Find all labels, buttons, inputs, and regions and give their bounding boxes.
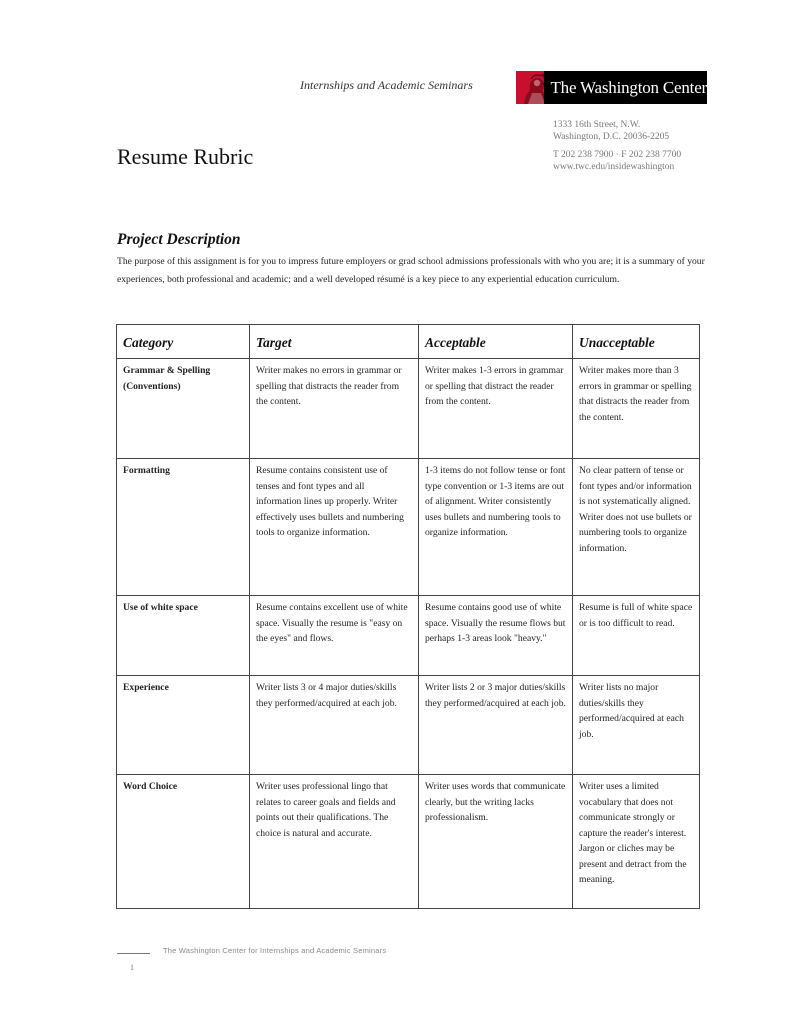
address-web: www.twc.edu/insidewashington (553, 162, 675, 172)
table-row (117, 459, 700, 596)
row-unacceptable: No clear pattern of tense or font types and/or information is not systematically aligned. Writer does not use bullets or numbering tools to organize information. (573, 459, 700, 596)
row-unacceptable: Writer lists no major duties/skills they performed/acquired at each job. (573, 676, 700, 775)
row-unacceptable: Resume is full of white space or is too difficult to read. (573, 596, 700, 676)
row-target: Writer lists 3 or 4 major duties/skills they performed/acquired at each job. (250, 676, 419, 775)
column-header-category: Category (117, 325, 250, 359)
row-target: Resume contains excellent use of white space. Visually the resume is "easy on the eyes" and flows. (250, 596, 419, 676)
row-category: Use of white space (117, 596, 250, 676)
row-acceptable: Writer uses words that communicate clearly, but the writing lacks professionalism. (419, 775, 573, 909)
column-header-unacceptable: Unacceptable (573, 325, 700, 359)
row-target: Writer uses professional lingo that relates to career goals and fields and points out their qualifications. The choice is natural and accurate. (250, 775, 419, 909)
row-target: Resume contains consistent use of tenses and font types and all information lines up properly. Writer effectively uses bullets and numbering tools to organize information. (250, 459, 419, 596)
section-body: The purpose of this assignment is for you to impress future employers or grad school admissions professionals with who you are; it is a summary of your experiences, both professional and academic; and a well developed résumé is a key piece to any experiential education curriculum. (117, 256, 705, 285)
section-heading: Project Description (117, 231, 241, 248)
row-acceptable: 1-3 items do not follow tense or font type convention or 1-3 items are out of alignment. Writer consistently uses bullets and numbering tools to organize information. (419, 459, 573, 596)
table-row (117, 359, 700, 459)
row-category: Word Choice (117, 775, 250, 909)
row-target: Writer makes no errors in grammar or spelling that distracts the reader from the content. (250, 359, 419, 459)
row-unacceptable: Writer makes more than 3 errors in grammar or spelling that distracts the reader from the content. (573, 359, 700, 459)
document-title: Resume Rubric (117, 144, 254, 169)
washington-center-logo (516, 71, 707, 104)
address-phone: T 202 238 7900 · F 202 238 7700 (553, 150, 682, 160)
table-row (117, 775, 700, 909)
row-category: Grammar & Spelling (Conventions) (117, 359, 250, 459)
address-street: 1333 16th Street, N.W. (553, 120, 641, 130)
page-number: 1 (130, 963, 134, 972)
table-row (117, 596, 700, 676)
statue-emblem-icon (516, 71, 544, 104)
row-acceptable: Writer lists 2 or 3 major duties/skills they performed/acquired at each job. (419, 676, 573, 775)
table-row (117, 676, 700, 775)
row-unacceptable: Writer uses a limited vocabulary that does not communicate strongly or capture the reader's interest. Jargon or cliches may be present and detract from the meaning. (573, 775, 700, 909)
address-block (553, 119, 681, 173)
row-acceptable: Resume contains good use of white space. Visually the resume flows but perhaps 1-3 areas look "heavy." (419, 596, 573, 676)
rubric-table (116, 324, 700, 909)
row-acceptable: Writer makes 1-3 errors in grammar or spelling that distract the reader from the content. (419, 359, 573, 459)
logo-wordmark: The Washington Center (550, 77, 707, 97)
table-header-row (117, 325, 700, 359)
footer-text: The Washington Center for Internships and Academic Seminars (163, 946, 387, 955)
footer-rule (117, 953, 150, 954)
row-category: Experience (117, 676, 250, 775)
address-city: Washington, D.C. 20036-2205 (553, 132, 670, 142)
column-header-target: Target (250, 325, 419, 359)
column-header-acceptable: Acceptable (419, 325, 573, 359)
header-tagline: Internships and Academic Seminars (300, 78, 473, 92)
row-category: Formatting (117, 459, 250, 596)
